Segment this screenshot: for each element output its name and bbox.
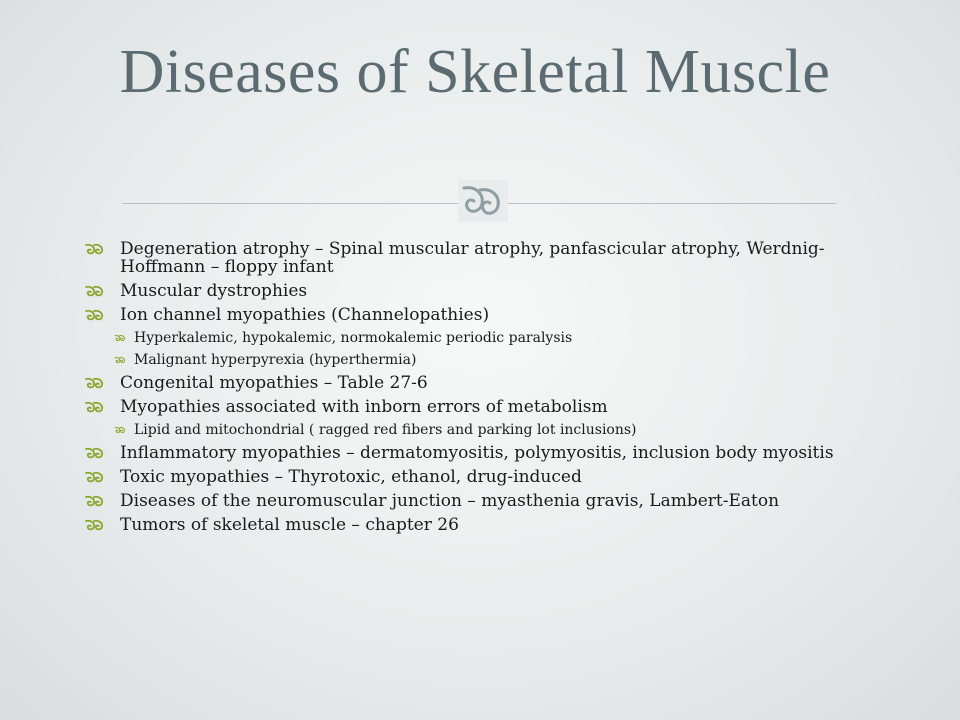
bullet-text: Muscular dystrophies (120, 281, 308, 301)
bullet-item (84, 492, 854, 510)
bullet-text: Toxic myopathies – Thyrotoxic, ethanol, drug-induced (120, 467, 582, 487)
bullet-text: Lipid and mitochondrial ( ragged red fibers and parking lot inclusions) (134, 422, 637, 438)
swirl-bullet-icon (84, 446, 110, 460)
swirl-bullet-icon (84, 308, 110, 322)
bullet-item (84, 282, 854, 300)
bullet-text: Inflammatory myopathies – dermatomyositis, polymyositis, inclusion body myositis (120, 443, 834, 463)
swirl-ornament-icon (458, 180, 508, 222)
bullet-text: Hyperkalemic, hypokalemic, normokalemic periodic paralysis (134, 330, 573, 346)
bullet-item (84, 444, 854, 462)
swirl-bullet-icon (114, 424, 129, 436)
swirl-bullet-icon (84, 376, 110, 390)
sub-bullet-item (114, 330, 854, 347)
bullet-item (84, 240, 854, 276)
swirl-bullet-icon (114, 332, 129, 344)
swirl-bullet-icon (84, 242, 110, 256)
bullet-list (84, 240, 854, 540)
bullet-item (84, 306, 854, 324)
bullet-text: Myopathies associated with inborn errors of metabolism (120, 397, 608, 417)
swirl-bullet-icon (84, 284, 110, 298)
bullet-item (84, 374, 854, 392)
swirl-bullet-icon (84, 494, 110, 508)
bullet-text: Tumors of skeletal muscle – chapter 26 (120, 515, 459, 535)
swirl-bullet-icon (84, 470, 110, 484)
slide-title: Diseases of Skeletal Muscle (119, 38, 831, 106)
bullet-text: Degeneration atrophy – Spinal muscular atrophy, panfascicular atrophy, Werdnig-Hoffmann – floppy infant (120, 239, 825, 277)
bullet-item (84, 468, 854, 486)
bullet-item (84, 516, 854, 534)
swirl-bullet-icon (84, 400, 110, 414)
bullet-text: Malignant hyperpyrexia (hyperthermia) (134, 352, 417, 368)
sub-bullet-item (114, 352, 854, 369)
bullet-text: Diseases of the neuromuscular junction – myasthenia gravis, Lambert-Eaton (120, 491, 780, 511)
bullet-text: Congenital myopathies – Table 27-6 (120, 373, 428, 393)
bullet-item (84, 398, 854, 416)
sub-bullet-item (114, 422, 854, 439)
bullet-text: Ion channel myopathies (Channelopathies) (120, 305, 490, 325)
swirl-bullet-icon (84, 518, 110, 532)
swirl-bullet-icon (114, 354, 129, 366)
